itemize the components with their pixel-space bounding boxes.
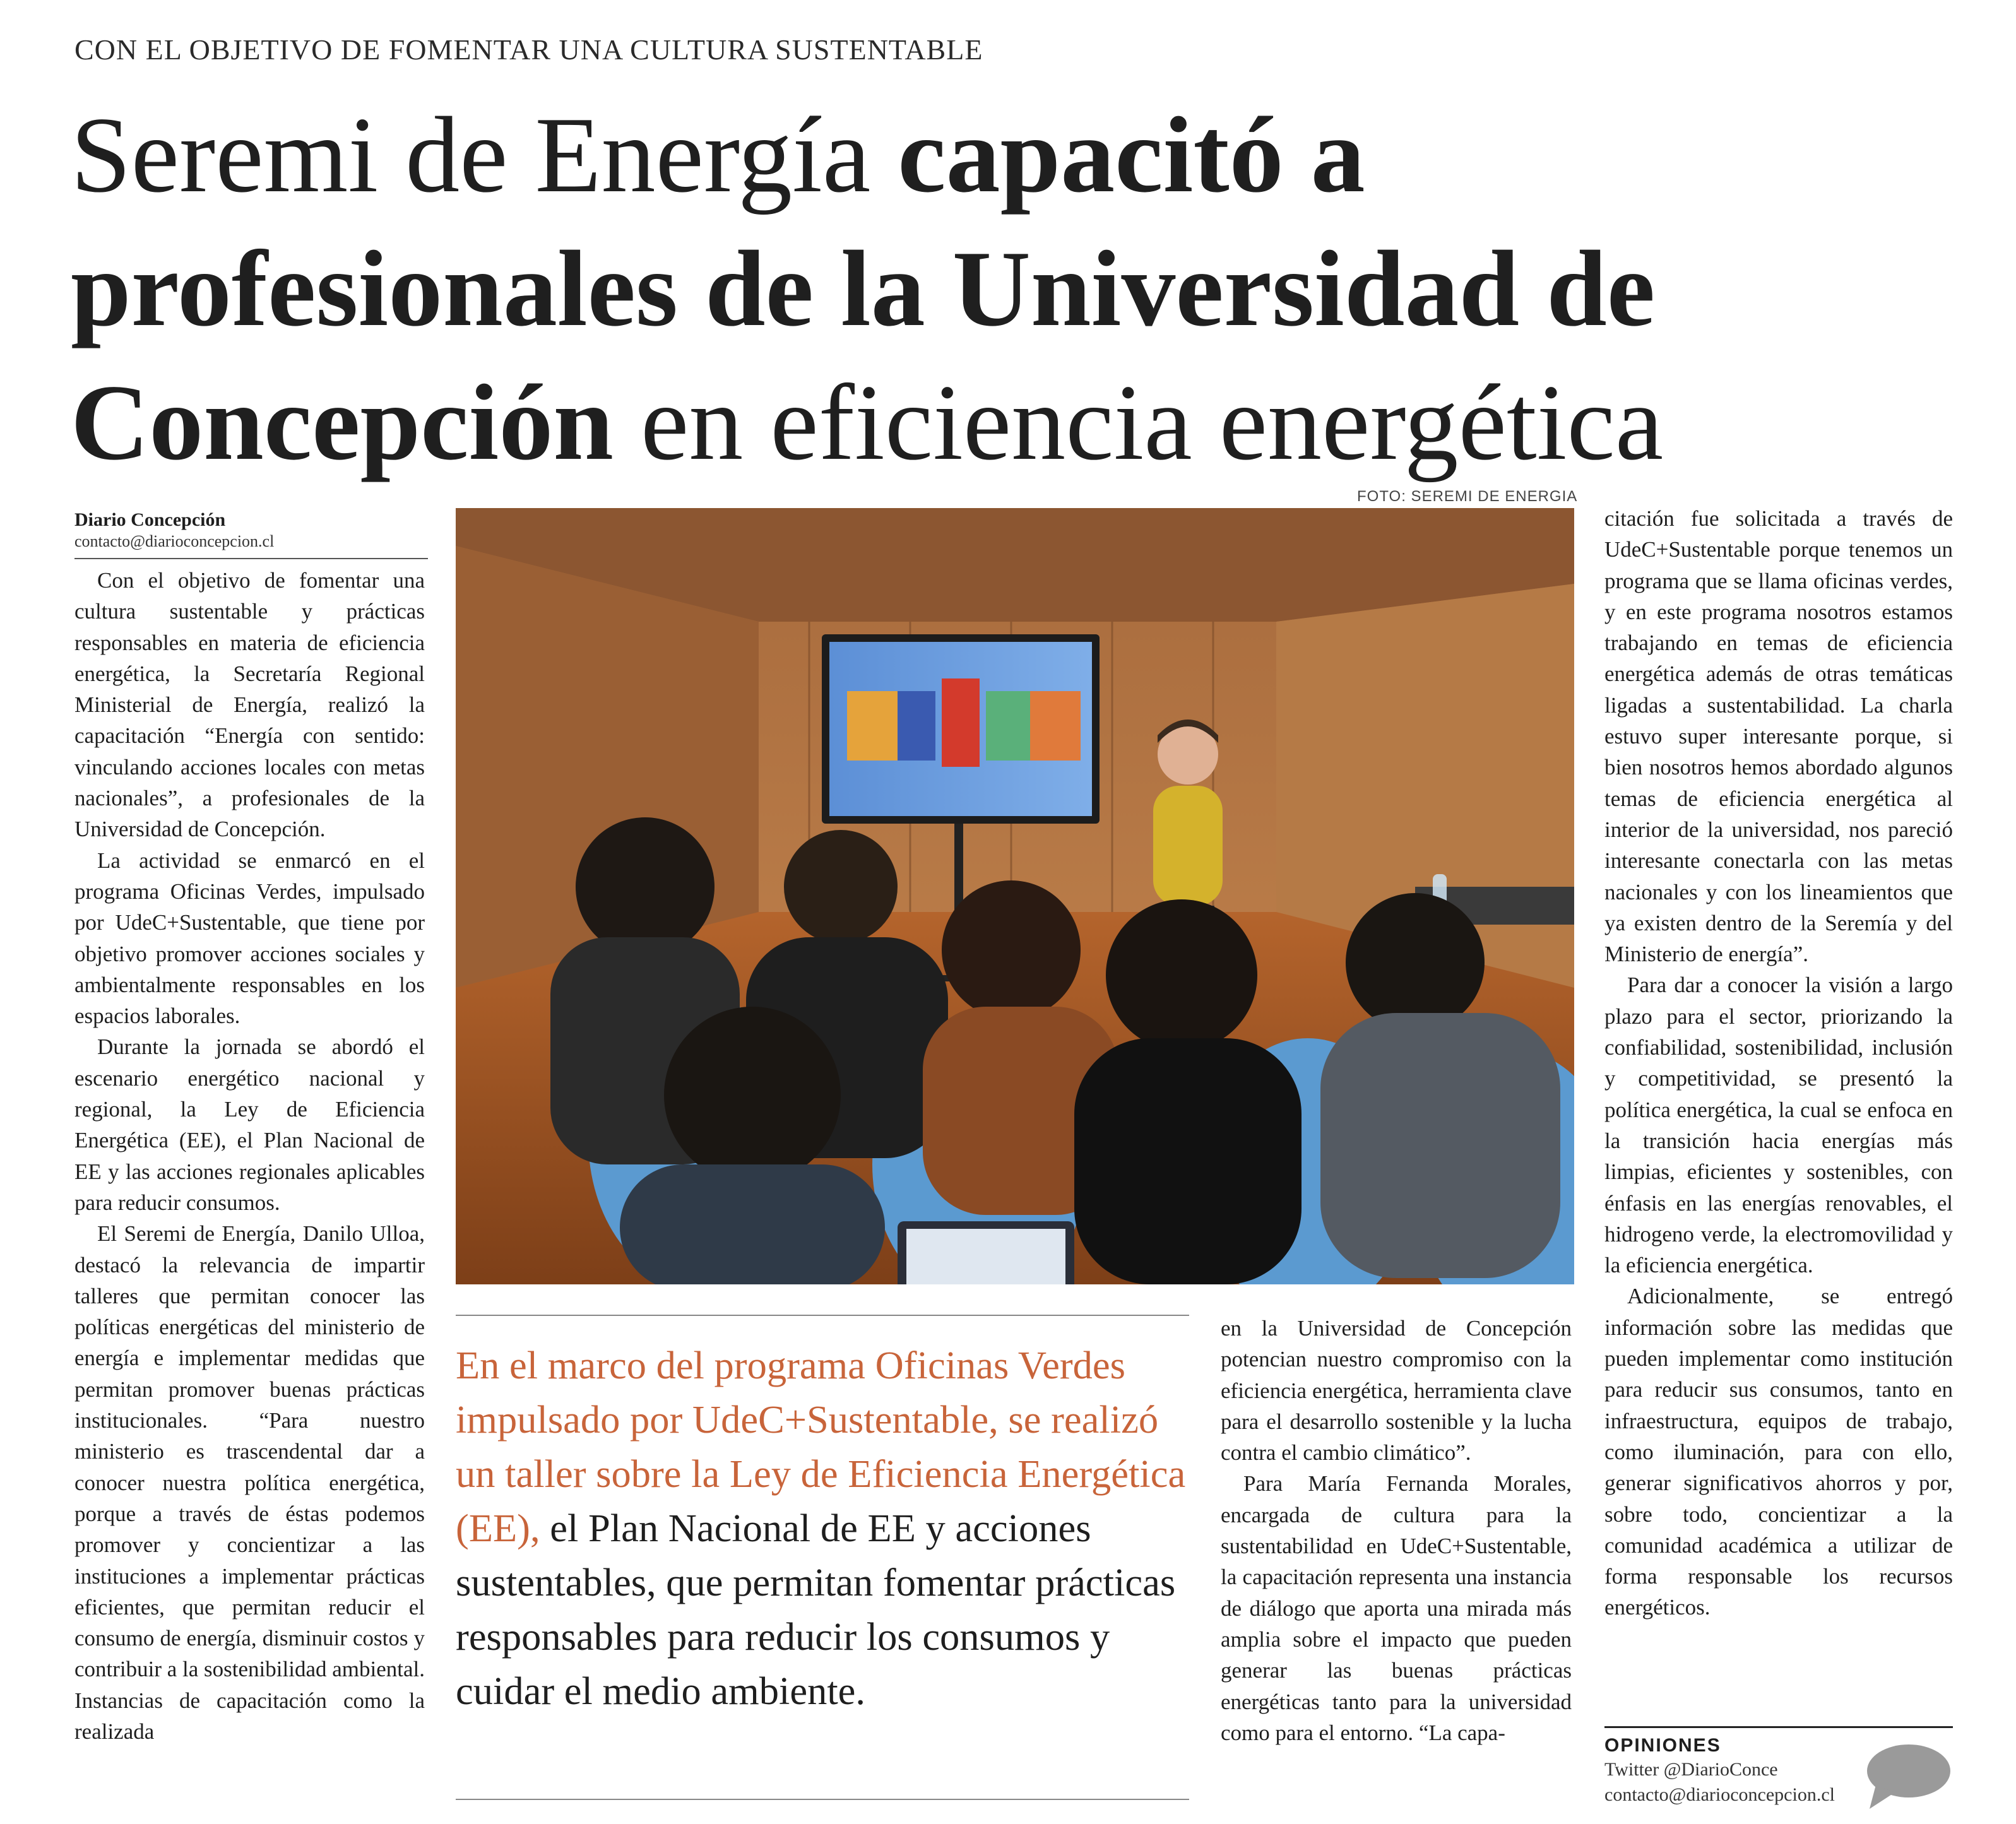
kicker: CON EL OBJETIVO DE FOMENTAR UNA CULTURA SUSTENTABLE xyxy=(74,33,983,66)
paragraph: La actividad se enmarcó en el programa Oficinas Verdes, impulsado por UdeC+Sustentable, que tiene por objetivo promover acciones sociales y ambientalmente responsables en los espacios laborales. xyxy=(74,848,425,1029)
pullquote-text: el Plan Nacional de EE y acciones sustentables, que permitan fomentar prácticas responsables para reducir los consumos y cuidar el medio ambiente. xyxy=(456,1506,1176,1713)
opinions-label: OPINIONES xyxy=(1604,1735,1721,1756)
article-column-1 xyxy=(74,565,425,1808)
headline-part-1: Seremi de Energía xyxy=(71,95,898,215)
article-column-3 xyxy=(1221,1313,1572,1811)
paragraph: Para dar a conocer la visión a largo plazo para el sector, priorizando la confiabilidad, sostenibilidad, inclusión y competitividad, se presentó la política energética, la cual se enfoca en la transición hacia energías más limpias, eficientes y sostenibles, con énfasis en las energías renovables, el hidrogeno verde, la electromovilidad y la eficiencia energética. xyxy=(1604,973,1953,1278)
training-room-illustration xyxy=(456,508,1574,1284)
headline xyxy=(71,88,1939,490)
byline-name: Diario Concepción xyxy=(74,509,226,530)
pullquote-rule-bottom xyxy=(456,1799,1189,1800)
byline xyxy=(74,509,428,559)
paragraph: Durante la jornada se abordó el escenario energético nacional y regional, la Ley de Eficiencia Energética (EE), el Plan Nacional de EE y las acciones regionales aplicables para reducir consumos. xyxy=(74,1034,425,1215)
pullquote-rule-top xyxy=(456,1315,1189,1316)
paragraph: Con el objetivo de fomentar una cultura sustentable y prácticas responsables en materia de eficiencia energética, la Secretaría Regional Ministerial de Energía, realizó la capacitación “Energía con sentido: vinculando acciones locales con metas nacionales”, a profesionales de la Universidad de Concepción. xyxy=(74,568,425,842)
pullquote-highlight: En el marco del programa Oficinas Verdes impulsado por UdeC+Sustentable, se realizó un taller sobre la Ley de Eficiencia Energética (EE), xyxy=(456,1343,1186,1550)
pullquote xyxy=(456,1338,1194,1718)
paragraph: en la Universidad de Concepción potencian nuestro compromiso con la eficiencia energética, herramienta clave para el desarrollo sostenible y la lucha contra el cambio climático”. xyxy=(1221,1316,1572,1466)
opinions-twitter: Twitter @DiarioConce xyxy=(1604,1759,1778,1780)
headline-part-3: en eficiencia energética xyxy=(614,363,1664,483)
speech-bubble-icon xyxy=(1865,1741,1953,1810)
article-column-4 xyxy=(1604,503,1953,1727)
byline-divider xyxy=(74,558,428,559)
article-photo xyxy=(456,508,1574,1284)
opinions-rule xyxy=(1604,1726,1953,1728)
photo-credit: FOTO: SEREMI DE ENERGIA xyxy=(1357,488,1578,505)
paragraph: citación fue solicitada a través de UdeC+Sustentable porque tenemos un programa que se llama oficinas verdes, y en este programa nosotros estamos trabajando en temas de eficiencia energética además de otras temáticas ligadas a sustentabilidad. La charla estuvo super interesante porque, si bien nosotros hemos abordado algunos temas de eficiencia energética al interior de la universidad, nos pareció interesante conectarla con las metas nacionales y con los lineamientos que ya existen dentro de la Seremía y del Ministerio de energía”. xyxy=(1604,506,1953,967)
headline-part-2: capacitó a profesionales de la Universidad de Concepción xyxy=(71,95,1656,483)
opinions-email: contacto@diarioconcepcion.cl xyxy=(1604,1784,1835,1805)
byline-email: contacto@diarioconcepcion.cl xyxy=(74,532,275,550)
paragraph: Adicionalmente, se entregó información sobre las medidas que pueden implementar como institución para reducir sus consumos, tanto en infraestructura, equipos de trabajo, como iluminación, para con ello, generar significativos ahorros y por, sobre todo, concientizar a la comunidad académica a utilizar de forma responsable los recursos energéticos. xyxy=(1604,1284,1953,1620)
paragraph: El Seremi de Energía, Danilo Ulloa, destacó la relevancia de impartir talleres que permitan conocer las políticas energéticas del ministerio de energía e implementar medidas que permitan promover buenas prácticas institucionales. “Para nuestro ministerio es trascendental dar a conocer nuestra política energética, porque a través de éstas podemos promover y concientizar a las instituciones a implementar prácticas eficientes, que permitan reducir el consumo de energía, disminuir costos y contribuir a la sostenibilidad ambiental. Instancias de capacitación como la realizada xyxy=(74,1221,425,1744)
paragraph: Para María Fernanda Morales, encargada de cultura para la sustentabilidad en UdeC+Sustentable, la capacitación representa una instancia de diálogo que aporta una mirada más amplia sobre el impacto que pueden generar las buenas prácticas energéticas tanto para la universidad como para el entorno. “La capa- xyxy=(1221,1471,1572,1745)
